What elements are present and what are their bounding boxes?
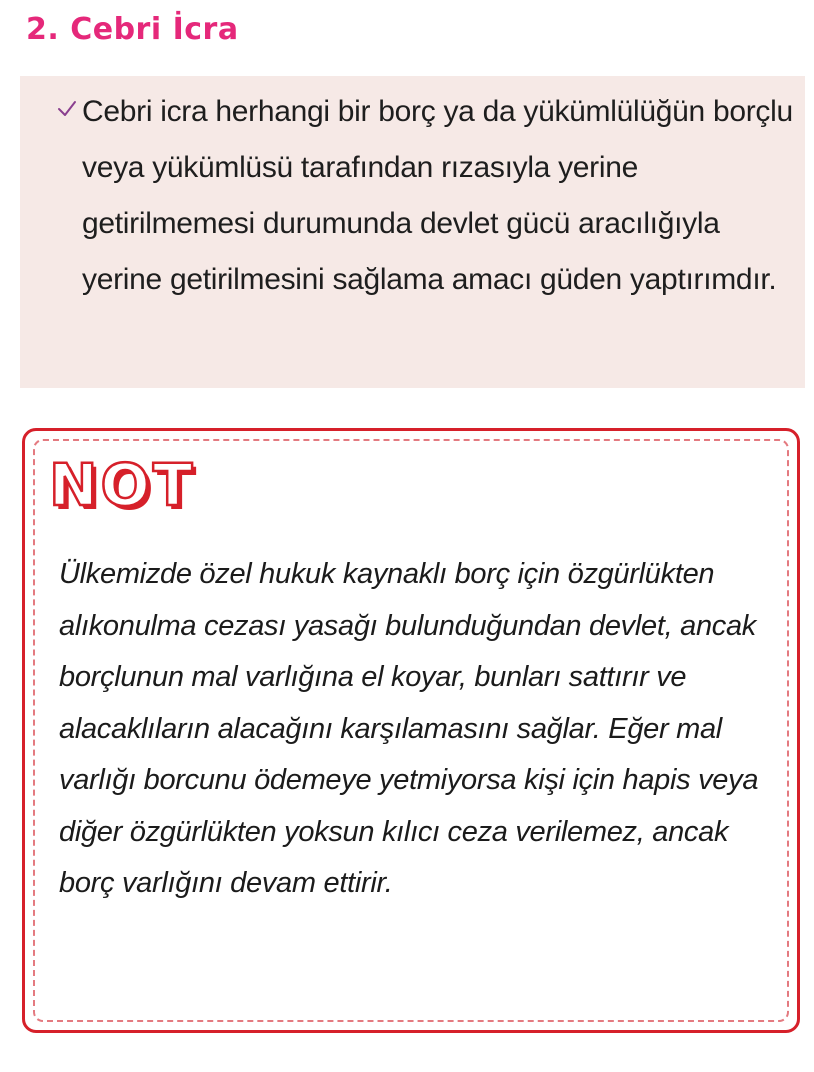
note-box [22, 428, 800, 1033]
note-title: NOT [49, 451, 196, 519]
definition-text: Cebri icra herhangi bir borç ya da yükümlülüğün borçlu veya yükümlüsü tarafından rızasıyla yerine getirilmemesi durumunda devlet gücü aracılığıyla yerine getirilmesini sağlama amacı güden yaptırımdır. [82, 95, 793, 296]
definition-box [20, 76, 805, 388]
note-dashed-border [33, 439, 789, 1022]
note-text: Ülkemizde özel hukuk kaynaklı borç için özgürlükten alıkonulma cezası yasağı bulunduğundan devlet, ancak borçlunun mal varlığına el koyar, bunları sattırır ve alacaklıların alacağını karşılamasını sağlar. Eğer mal varlığı borcunu ödemeye yetmiyorsa kişi için hapis veya diğer özgürlükten yoksun kılıcı ceza verilemez, ancak borç varlığını devam ettirir. [59, 558, 759, 899]
check-icon [56, 98, 78, 120]
section-title: 2. Cebri İcra [26, 12, 239, 47]
